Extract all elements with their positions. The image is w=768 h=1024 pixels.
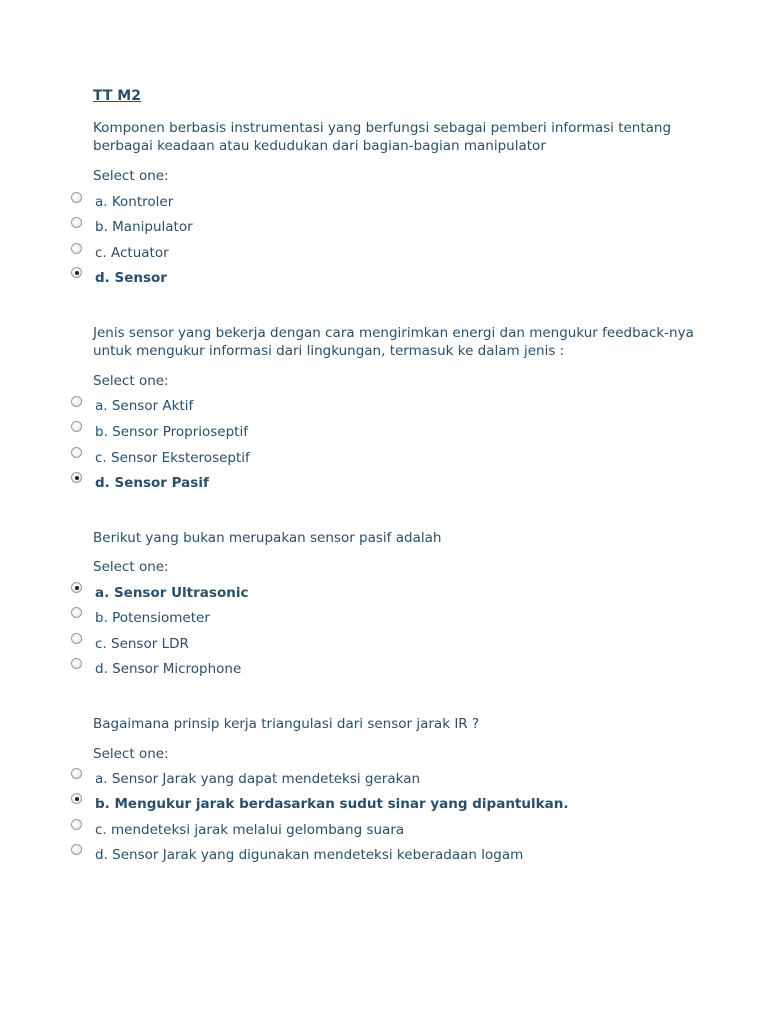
select-one-label: Select one: [93, 373, 169, 389]
option-2d[interactable] [0, 472, 768, 494]
radio-button-selected[interactable] [71, 582, 82, 593]
option-2b[interactable] [0, 421, 768, 443]
question-text: Bagaimana prinsip kerja triangulasi dari sensor jarak IR ? [93, 716, 480, 732]
question-text: Komponen berbasis instrumentasi yang berfungsi sebagai pemberi informasi tentang berbagai keadaan atau kedudukan dari bagian-bagian manipulator [93, 120, 672, 154]
option-4a[interactable] [0, 768, 768, 790]
option-label: c. mendeteksi jarak melalui gelombang suara [95, 822, 405, 838]
select-one-label: Select one: [93, 746, 169, 762]
select-one-label: Select one: [93, 168, 169, 184]
radio-button-selected[interactable] [71, 472, 82, 483]
option-label: a. Sensor Aktif [95, 398, 194, 414]
radio-button[interactable] [71, 192, 82, 203]
option-1c[interactable] [0, 243, 768, 265]
option-label: b. Mengukur jarak berdasarkan sudut sinar yang dipantulkan. [95, 796, 569, 812]
option-label: a. Kontroler [95, 194, 174, 210]
option-label: d. Sensor Jarak yang digunakan mendeteksi keberadaan logam [95, 847, 524, 863]
option-1b[interactable] [0, 217, 768, 239]
option-4b[interactable] [0, 793, 768, 815]
option-label: c. Sensor LDR [95, 636, 189, 652]
option-3d[interactable] [0, 658, 768, 680]
option-label: d. Sensor [95, 270, 167, 286]
radio-button-selected[interactable] [71, 267, 82, 278]
radio-button[interactable] [71, 243, 82, 254]
radio-button[interactable] [71, 217, 82, 228]
option-label: b. Sensor Proprioseptif [95, 424, 248, 440]
option-2c[interactable] [0, 447, 768, 469]
option-label: b. Potensiometer [95, 610, 210, 626]
radio-button[interactable] [71, 607, 82, 618]
radio-button[interactable] [71, 447, 82, 458]
question-text: Jenis sensor yang bekerja dengan cara mengirimkan energi dan mengukur feedback-nya untuk mengukur informasi dari lingkungan, termasuk ke dalam jenis : [93, 325, 694, 359]
radio-button[interactable] [71, 658, 82, 669]
option-label: a. Sensor Jarak yang dapat mendeteksi gerakan [95, 771, 421, 787]
option-3a[interactable] [0, 582, 768, 604]
radio-button[interactable] [71, 396, 82, 407]
option-label: d. Sensor Pasif [95, 475, 209, 491]
option-label: a. Sensor Ultrasonic [95, 585, 249, 601]
option-2a[interactable] [0, 396, 768, 418]
radio-button[interactable] [71, 768, 82, 779]
option-4c[interactable] [0, 819, 768, 841]
option-3b[interactable] [0, 607, 768, 629]
radio-button[interactable] [71, 844, 82, 855]
page-title: TT M2 [93, 88, 141, 104]
radio-button[interactable] [71, 421, 82, 432]
radio-button-selected[interactable] [71, 793, 82, 804]
option-label: c. Actuator [95, 245, 169, 261]
option-1d[interactable] [0, 267, 768, 289]
radio-button[interactable] [71, 819, 82, 830]
option-4d[interactable] [0, 844, 768, 866]
option-3c[interactable] [0, 633, 768, 655]
option-label: d. Sensor Microphone [95, 661, 242, 677]
option-label: b. Manipulator [95, 219, 193, 235]
select-one-label: Select one: [93, 559, 169, 575]
option-label: c. Sensor Eksteroseptif [95, 450, 250, 466]
question-text: Berikut yang bukan merupakan sensor pasif adalah [93, 530, 442, 546]
option-1a[interactable] [0, 192, 768, 214]
radio-button[interactable] [71, 633, 82, 644]
